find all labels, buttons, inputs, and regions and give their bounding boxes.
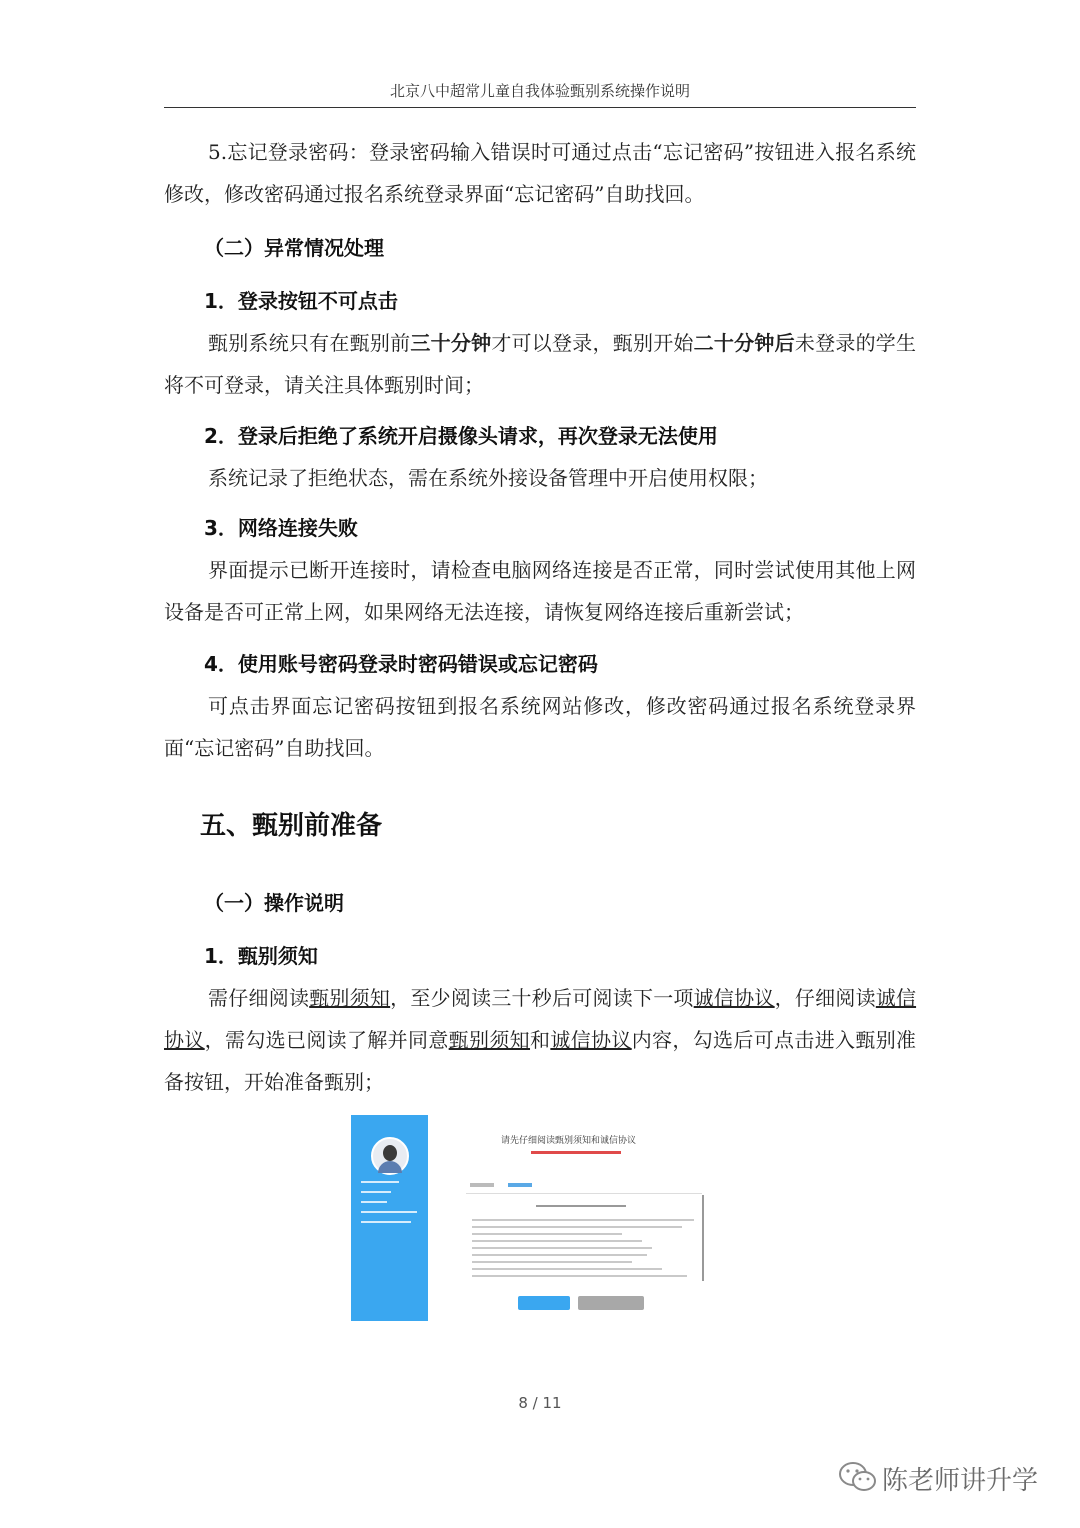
avatar-face bbox=[383, 1145, 397, 1161]
figure-text-line bbox=[472, 1268, 662, 1270]
text-run: 未登录的学生将不可登录，请关注具体甄别时间； bbox=[164, 331, 917, 397]
figure-enter-button bbox=[578, 1296, 644, 1310]
text-run: ，需勾选已阅读了解并同意 bbox=[204, 1028, 449, 1052]
figure-text-line bbox=[472, 1275, 687, 1277]
text-run: 内容，勾选后可点击进入甄别准备按钮，开始准备甄别； bbox=[164, 1028, 917, 1094]
figure-text-line bbox=[472, 1254, 647, 1256]
avatar-body bbox=[378, 1161, 402, 1173]
figure-sidebar bbox=[351, 1115, 428, 1321]
watermark bbox=[838, 1456, 1058, 1502]
figure-tab-agreement bbox=[508, 1183, 532, 1187]
text-run: ，仔细阅读 bbox=[774, 986, 876, 1010]
paragraph-camera: 系统记录了拒绝状态，需在系统外接设备管理中开启使用权限； bbox=[208, 466, 768, 490]
sidebar-info-line bbox=[361, 1191, 391, 1193]
figure-text-line bbox=[472, 1226, 682, 1228]
sidebar-info-line bbox=[361, 1181, 399, 1183]
figure-red-notice bbox=[531, 1151, 621, 1154]
underlined-text: 甄别须知 bbox=[309, 986, 391, 1010]
figure-text-line bbox=[536, 1205, 626, 1207]
paragraph-network: 界面提示已断开连接时，请检查电脑网络连接是否正常，同时尝试使用其他上网设备是否可正常上网，如果网络无法连接，请恢复网络连接后重新尝试； bbox=[164, 558, 916, 624]
section-title-exceptions: （二）异常情况处理 bbox=[204, 236, 384, 260]
figure-text-line bbox=[472, 1247, 652, 1249]
figure-text-line bbox=[472, 1233, 622, 1235]
text-run: ，至少阅读三十秒后可阅读下一项 bbox=[390, 986, 694, 1010]
paragraph-password: 可点击界面忘记密码按钮到报名系统网站修改，修改密码通过报名系统登录界面“忘记密码”自助找回。 bbox=[164, 694, 916, 760]
text-run: 甄别系统只有在甄别前 bbox=[208, 331, 411, 355]
item-title-notice: 1．甄别须知 bbox=[204, 944, 318, 968]
underlined-text: 诚信协议 bbox=[693, 986, 775, 1010]
figure-agreement-box bbox=[466, 1195, 704, 1281]
item-title-camera: 2．登录后拒绝了系统开启摄像头请求，再次登录无法使用 bbox=[204, 424, 718, 448]
sidebar-info-line bbox=[361, 1221, 411, 1223]
page-number: 8 / 11 bbox=[518, 1394, 562, 1412]
watermark-text: 陈老师讲升学 bbox=[882, 1466, 1039, 1496]
chapter-title: 五、甄别前准备 bbox=[200, 811, 383, 841]
underlined-text: 诚信协议 bbox=[164, 986, 917, 1052]
paragraph-login-button bbox=[164, 322, 916, 406]
section-title-instructions: （一）操作说明 bbox=[204, 891, 344, 915]
figure-tab-notice bbox=[470, 1183, 494, 1187]
figure-title: 请先仔细阅读甄别须知和诚信协议 bbox=[500, 1136, 636, 1146]
header-rule bbox=[164, 107, 916, 108]
wechat-icon bbox=[838, 1460, 878, 1494]
paragraph-forgot-password: 5.忘记登录密码：登录密码输入错误时可通过点击“忘记密码”按钮进入报名系统修改，修改密码通过报名系统登录界面“忘记密码”自助找回。 bbox=[164, 140, 916, 206]
paragraph-notice bbox=[164, 977, 916, 1103]
text-run: 才可以登录，甄别开始 bbox=[491, 331, 694, 355]
figure-tabs bbox=[466, 1181, 702, 1194]
underlined-text: 甄别须知 bbox=[448, 1028, 531, 1052]
figure-text-line bbox=[472, 1240, 642, 1242]
sidebar-info-line bbox=[361, 1211, 417, 1213]
item-title-password: 4．使用账号密码登录时密码错误或忘记密码 bbox=[204, 652, 598, 676]
bold-text: 三十分钟 bbox=[410, 331, 492, 355]
bold-text: 二十分钟后 bbox=[693, 331, 795, 355]
figure-previous-button bbox=[518, 1296, 570, 1310]
avatar bbox=[371, 1137, 409, 1175]
sidebar-info-line bbox=[361, 1201, 387, 1203]
text-run: 需仔细阅读 bbox=[208, 986, 310, 1010]
screenshot-figure bbox=[351, 1115, 709, 1321]
underlined-text: 诚信协议 bbox=[550, 1028, 632, 1052]
figure-text-line bbox=[472, 1261, 632, 1263]
page-header: 北京八中超常儿童自我体验甄别系统操作说明 bbox=[389, 82, 690, 100]
text-run: 和 bbox=[530, 1028, 551, 1052]
item-title-network: 3．网络连接失败 bbox=[204, 516, 358, 540]
item-title-login-button: 1．登录按钮不可点击 bbox=[204, 289, 398, 313]
figure-text-line bbox=[472, 1219, 694, 1221]
